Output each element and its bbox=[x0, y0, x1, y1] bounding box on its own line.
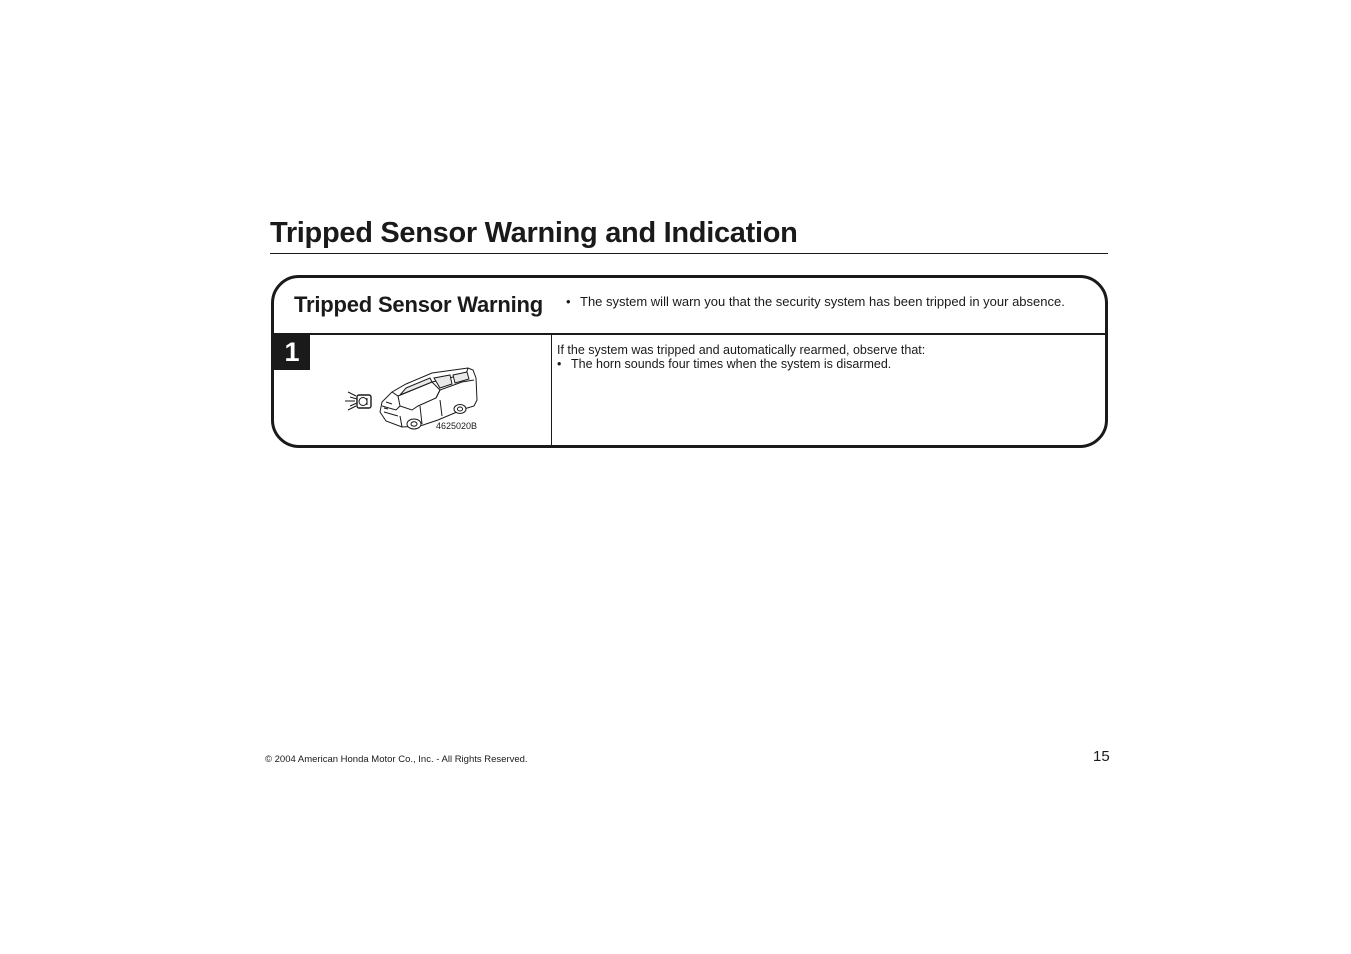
section-heading: Tripped Sensor Warning bbox=[294, 292, 544, 317]
summary-bullet-text: The system will warn you that the security system has been tripped in your absence. bbox=[580, 294, 1065, 309]
warning-section-box bbox=[271, 275, 1108, 448]
horn-icon bbox=[345, 392, 371, 410]
minivan-illustration bbox=[380, 368, 477, 429]
step-intro-text: If the system was tripped and automatically rearmed, observe that: bbox=[557, 343, 926, 357]
figure-code: 4625020B bbox=[436, 421, 478, 431]
bullet-marker: • bbox=[566, 294, 571, 309]
page-title: Tripped Sensor Warning and Indication bbox=[270, 217, 798, 249]
step-description bbox=[557, 343, 925, 371]
step-bullet-item bbox=[557, 357, 925, 371]
step-number-badge: 1 bbox=[274, 335, 310, 370]
step-bullet-text: The horn sounds four times when the system is disarmed. bbox=[571, 357, 892, 371]
bullet-marker: • bbox=[557, 357, 562, 371]
title-divider bbox=[270, 253, 1108, 254]
page-number: 15 bbox=[1093, 748, 1110, 765]
section-header bbox=[274, 278, 1105, 335]
summary-bullet-item bbox=[566, 294, 1065, 309]
column-divider bbox=[551, 335, 552, 448]
copyright-notice: © 2004 American Honda Motor Co., Inc. - All Rights Reserved. bbox=[265, 754, 528, 765]
